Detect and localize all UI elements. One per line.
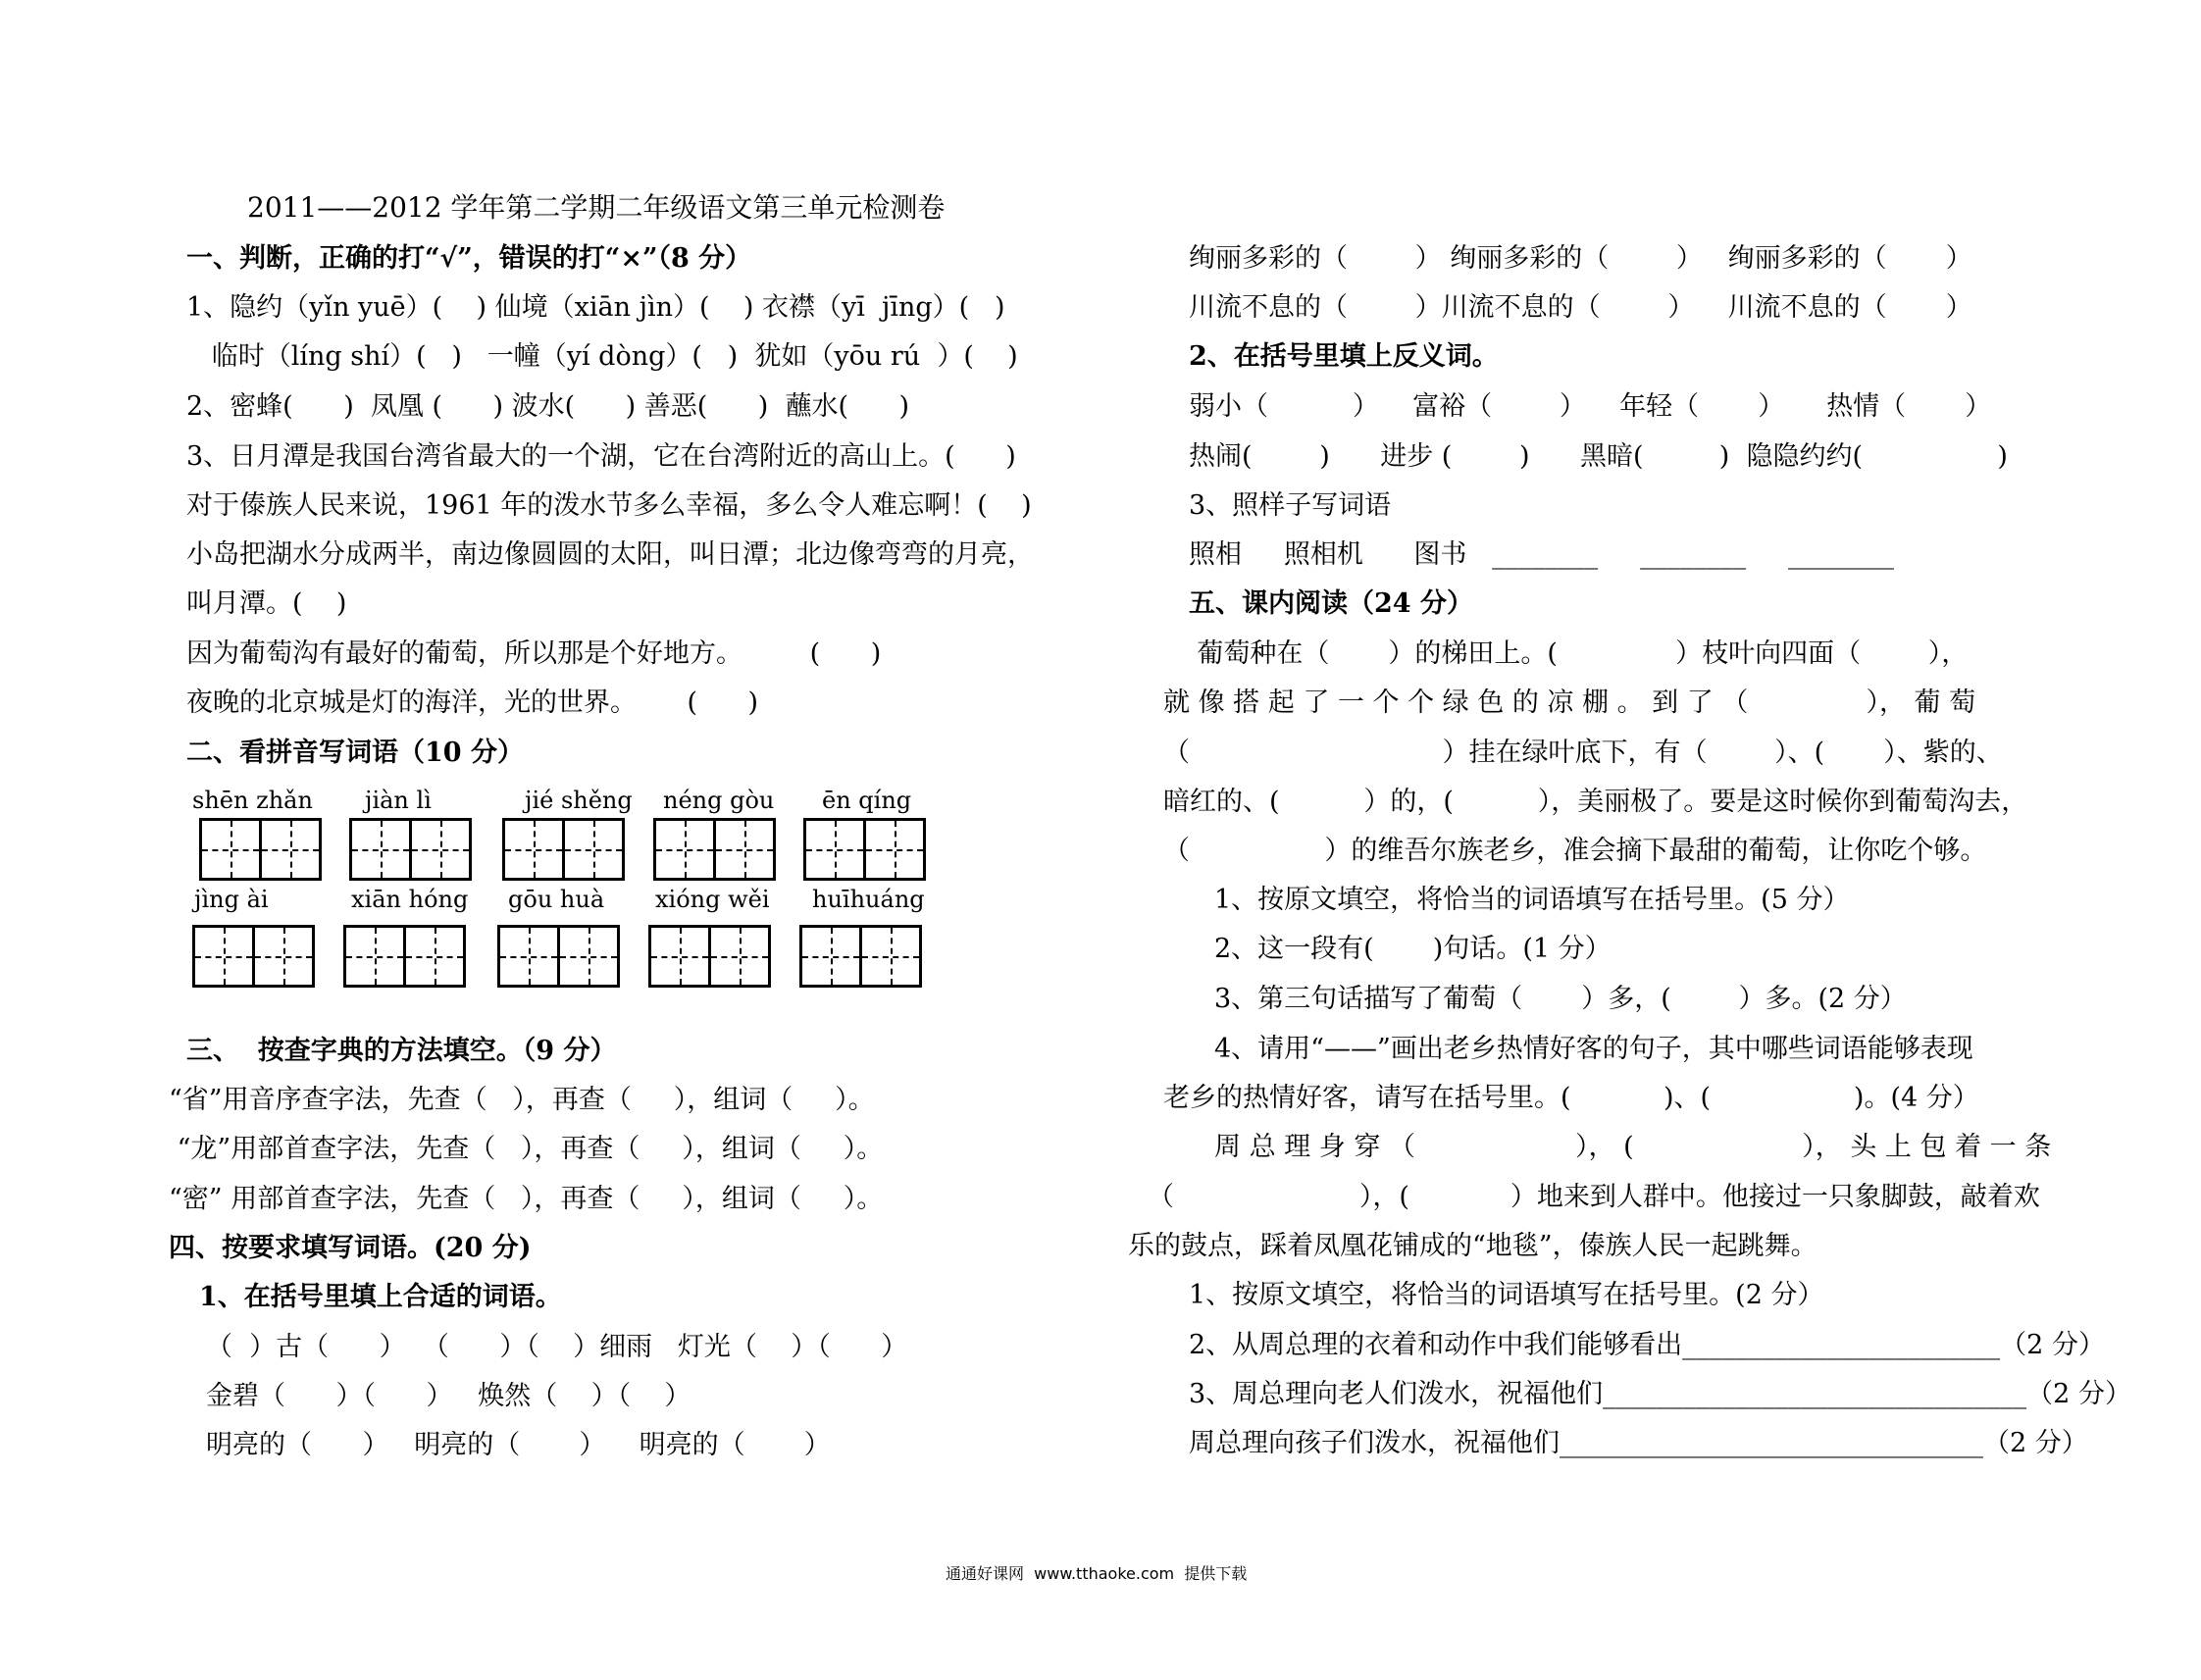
pinyin-label: jìng ài [194, 886, 269, 913]
writing-grid[interactable] [497, 925, 617, 988]
writing-grid[interactable] [648, 925, 768, 988]
s1-line: 3、日月潭是我国台湾省最大的一个湖，它在台湾附近的高山上。( ) [186, 441, 1016, 472]
antonym-line: 热闹( ) 进步 ( ) 黑暗( ) 隐隐约约( ) [1189, 441, 2008, 472]
r-top-line: 川流不息的（ ）川流不息的（ ） 川流不息的（ ） [1189, 292, 1972, 323]
s4-line: 明亮的（ ） 明亮的（ ） 明亮的（ ） [206, 1430, 831, 1460]
s4-line: 金碧（ ）（ ） 焕然（ ）（ ） [206, 1381, 691, 1411]
s4-sub1: 1、在括号里填上合适的词语。 [199, 1282, 562, 1312]
writing-grid[interactable] [799, 925, 919, 988]
pinyin-label: huīhuáng [812, 886, 925, 913]
section5-heading: 五、课内阅读（24 分） [1189, 588, 1473, 619]
pinyin-label: ēn qíng [822, 787, 912, 814]
s4-line: （ ）古（ ） （ ）（ ）细雨 灯光（ ）（ ） [206, 1332, 908, 1362]
page-title: 2011——2012 学年第二学期二年级语文第三单元检测卷 [247, 191, 946, 224]
s1-line: 2、密蜂( ) 凤凰 ( ) 波水( ) 善恶( ) 蘸水( ) [186, 391, 910, 422]
s1-line: 临时（líng shí）( ) 一幢（yí dòng）( ) 犹如（yōu rú ）( ) [186, 341, 1018, 372]
pinyin-label: jiàn lì [365, 787, 432, 814]
reading-para: 乐的鼓点，踩着凤凰花铺成的“地毯”，傣族人民一起跳舞。 [1128, 1231, 1817, 1261]
pinyin-label: xiān hóng [351, 886, 469, 913]
s1-line: 1、隐约（yǐn yuē）( ) 仙境（xiān jìn）( ) 衣襟（yī jīng）( ) [186, 292, 1005, 323]
pinyin-label: néng gòu [663, 787, 775, 814]
reading-para: （ ）的维吾尔族老乡，准会摘下最甜的葡萄，让你吃个够。 [1163, 836, 1987, 866]
question: 4、请用“——”画出老乡热情好客的句子，其中哪些词语能够表现 [1214, 1034, 1973, 1064]
question: 3、第三句话描写了葡萄（ ）多，( ）多。(2 分） [1214, 984, 1907, 1014]
writing-grid[interactable] [653, 818, 773, 881]
question: 3、周总理向老人们泼水，祝福他们________________________________（2 分） [1189, 1379, 2131, 1409]
s3-line: “龙”用部首查字法，先查（ ），再查（ ），组词（ ）。 [169, 1134, 884, 1164]
s1-line: 因为葡萄沟有最好的葡萄，所以那是个好地方。 ( ) [186, 638, 882, 669]
question: 1、按原文填空，将恰当的词语填写在括号里。(2 分） [1189, 1280, 1824, 1310]
reading-para: 暗红的、( ）的，( ），美丽极了。要是这时候你到葡萄沟去， [1163, 787, 2028, 817]
writing-grid[interactable] [343, 925, 463, 988]
reading-para: 就 像 搭 起 了 一 个 个 绿 色 的 凉 棚 。 到 了 （ ）， 葡 萄 [1163, 687, 1976, 718]
reading-para: 葡萄种在（ ）的梯田上。( ）枝叶向四面（ ）， [1163, 638, 1969, 669]
s1-line: 夜晚的北京城是灯的海洋，光的世界。 ( ) [186, 687, 759, 718]
footer-credit: 通通好课网 www.tthaoke.com 提供下载 [946, 1564, 1248, 1583]
s3-line: “密” 用部首查字法，先查（ ），再查（ ），组词（ ）。 [169, 1184, 884, 1214]
pinyin-label: gōu huà [508, 886, 605, 913]
reading-para: （ ）挂在绿叶底下，有（ ）、( ）、紫的、 [1163, 738, 2003, 768]
r-top-line: 绚丽多彩的（ ） 绚丽多彩的（ ） 绚丽多彩的（ ） [1189, 243, 1972, 274]
question: 1、按原文填空，将恰当的词语填写在括号里。(5 分） [1214, 885, 1850, 915]
s1-line: 对于傣族人民来说，1961 年的泼水节多么幸福，多么令人难忘啊！( ) [186, 490, 1032, 521]
writing-grid[interactable] [199, 818, 319, 881]
question: 2、从周总理的衣着和动作中我们能够看出________________________（2 分） [1189, 1330, 2105, 1360]
s4-sub3: 3、照样子写词语 [1189, 490, 1392, 521]
writing-grid[interactable] [502, 818, 622, 881]
section2-heading: 二、看拼音写词语（10 分） [186, 738, 524, 768]
s1-line: 小岛把湖水分成两半，南边像圆圆的太阳，叫日潭；北边像弯弯的月亮， [186, 539, 1034, 570]
pinyin-label: xióng wěi [655, 886, 770, 913]
question: 周总理向孩子们泼水，祝福他们________________________________（2 分） [1189, 1428, 2088, 1458]
writing-grid[interactable] [803, 818, 923, 881]
pinyin-label: shēn zhǎn [192, 787, 313, 814]
pinyin-label: jié shěng [525, 787, 633, 814]
writing-grid[interactable] [349, 818, 469, 881]
s1-line: 叫月潭。( ) [186, 588, 347, 619]
writing-grid[interactable] [192, 925, 312, 988]
s3-line: “省”用音序查字法，先查（ ），再查（ ），组词（ ）。 [169, 1085, 875, 1115]
antonym-line: 弱小（ ） 富裕（ ） 年轻（ ） 热情（ ） [1189, 391, 1992, 422]
section4-heading: 四、按要求填写词语。(20 分) [169, 1233, 532, 1263]
reading-para: （ ），( ）地来到人群中。他接过一只象脚鼓，敲着欢 [1148, 1182, 2040, 1212]
s4-sub2: 2、在括号里填上反义词。 [1189, 341, 1499, 372]
reading-para: 周 总 理 身 穿 （ ）， ( ）， 头 上 包 着 一 条 [1214, 1132, 2052, 1162]
example-line: 照相 照相机 图书 ________ ________ ________ [1189, 539, 1894, 570]
section1-heading: 一、判断，正确的打“√”，错误的打“×”（8 分） [186, 243, 752, 274]
question: 2、这一段有( )句话。(1 分） [1214, 934, 1612, 964]
section3-heading: 三、 按查字典的方法填空。（9 分） [186, 1036, 617, 1066]
question: 老乡的热情好客，请写在括号里。( )、( )。(4 分） [1163, 1083, 1979, 1113]
